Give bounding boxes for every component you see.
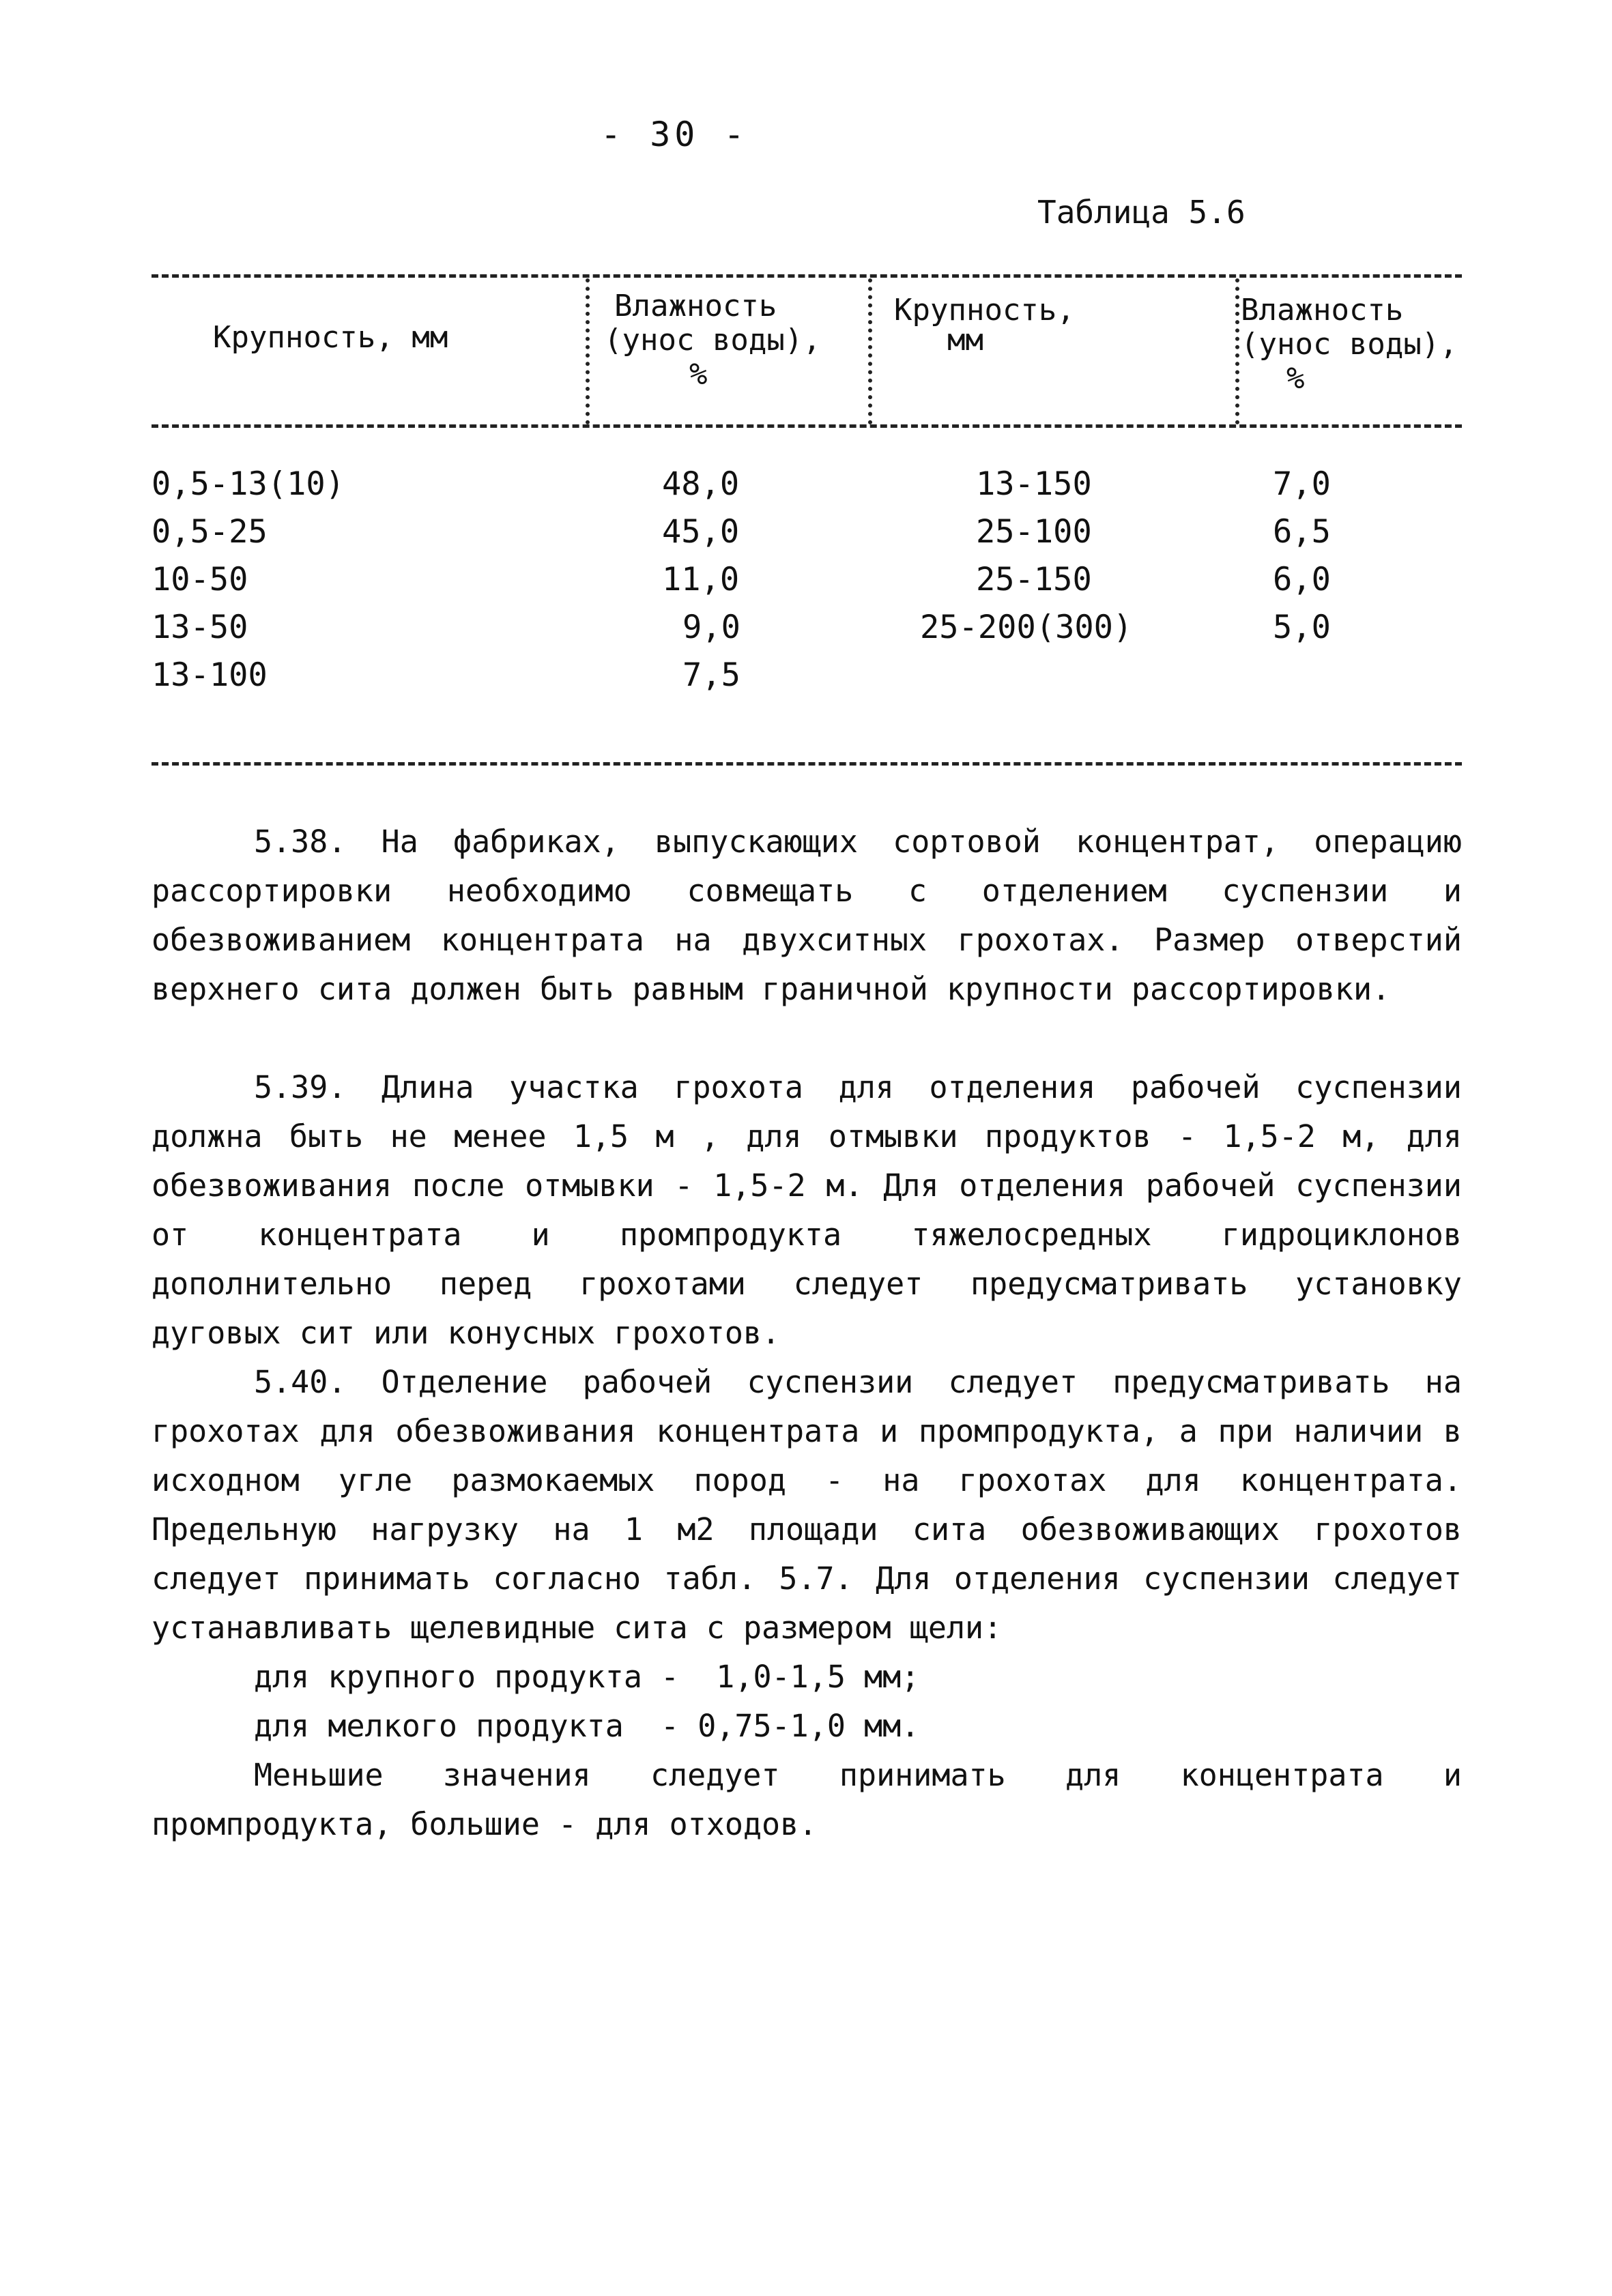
cell-size-1: 13-100 xyxy=(152,656,268,694)
header-moisture-2-line-1: Влажность xyxy=(1241,293,1404,328)
header-divider xyxy=(586,278,590,424)
closing-paragraph: Меньшие значения следует принимать для концентрата и промпродукта, большие - для отходов. xyxy=(152,1757,1462,1842)
paragraph-5-39: 5.39. Длина участка грохота для отделения рабочей суспензии должна быть не менее 1,5 м , для отмывки продуктов - 1,5-2 м, для обезвоживания после отмывки - 1,5-2 м. Для отделения рабочей суспензии от концентрата и промпродукта тяжелосредных гидроциклонов дополнительно перед грохотами следует предусматривать установку дуговых сит или конусных грохотов. xyxy=(152,1069,1462,1351)
header-moisture-1-line-1: Влажность xyxy=(614,289,777,323)
cell-moisture-1: 11,0 xyxy=(662,561,740,598)
cell-size-2: 25-100 xyxy=(976,513,1092,551)
cell-moisture-1: 9,0 xyxy=(682,609,740,646)
header-divider xyxy=(868,278,872,424)
header-size-1: Крупность, мм xyxy=(213,320,448,355)
cell-size-2: 25-200(300) xyxy=(920,609,1133,646)
cell-moisture-2: 6,0 xyxy=(1273,561,1331,598)
table-caption: Таблица 5.6 xyxy=(1037,194,1246,231)
header-moisture-1-line-2: (унос воды), xyxy=(604,323,821,358)
cell-moisture-1: 45,0 xyxy=(662,513,740,551)
header-divider xyxy=(1235,278,1239,424)
cell-size-2: 25-150 xyxy=(976,561,1092,598)
header-moisture-2-line-2: (унос воды), xyxy=(1241,327,1458,362)
table-bottom-rule xyxy=(152,762,1462,766)
cell-moisture-2: 5,0 xyxy=(1273,609,1331,646)
page-number: - 30 - xyxy=(601,115,749,154)
cell-size-1: 0,5-25 xyxy=(152,513,268,551)
table-top-rule xyxy=(152,274,1462,278)
cell-size-1: 13-50 xyxy=(152,609,248,646)
cell-moisture-2: 7,0 xyxy=(1273,465,1331,503)
header-size-2-line-2: мм xyxy=(947,323,983,358)
paragraph-5-38: 5.38. На фабриках, выпускающих сортовой концентрат, операцию рассортировки необходимо совмещать с отделением суспензии и обезвоживанием концентрата на двухситных грохотах. Размер отверстий верхнего сита должен быть равным граничной крупности рассортировки. xyxy=(152,824,1462,1007)
cell-size-1: 0,5-13(10) xyxy=(152,465,345,503)
cell-moisture-1: 48,0 xyxy=(662,465,740,503)
table-header-rule xyxy=(152,424,1462,428)
cell-size-1: 10-50 xyxy=(152,561,248,598)
cell-size-2: 13-150 xyxy=(976,465,1092,503)
header-moisture-2-line-3: % xyxy=(1286,361,1305,396)
slot-size-large-product: для крупного продукта - 1,0-1,5 мм; xyxy=(254,1659,920,1695)
paragraph-5-40: 5.40. Отделение рабочей суспензии следует предусматривать на грохотах для обезвоживания концентрата и промпродукта, а при наличии в исходном угле размокаемых пород - на грохотах для концентрата. Предельную нагрузку на 1 м2 площади сита обезвоживающих грохотов следует принимать согласно табл. 5.7. Для отделения суспензии следует устанавливать щелевидные сита с размером щели: xyxy=(152,1364,1462,1646)
cell-moisture-2: 6,5 xyxy=(1273,513,1331,551)
header-moisture-1-line-3: % xyxy=(689,357,708,392)
header-size-2-line-1: Крупность, xyxy=(894,293,1075,328)
slot-size-small-product: для мелкого продукта - 0,75-1,0 мм. xyxy=(254,1708,920,1744)
cell-moisture-1: 7,5 xyxy=(682,656,740,694)
